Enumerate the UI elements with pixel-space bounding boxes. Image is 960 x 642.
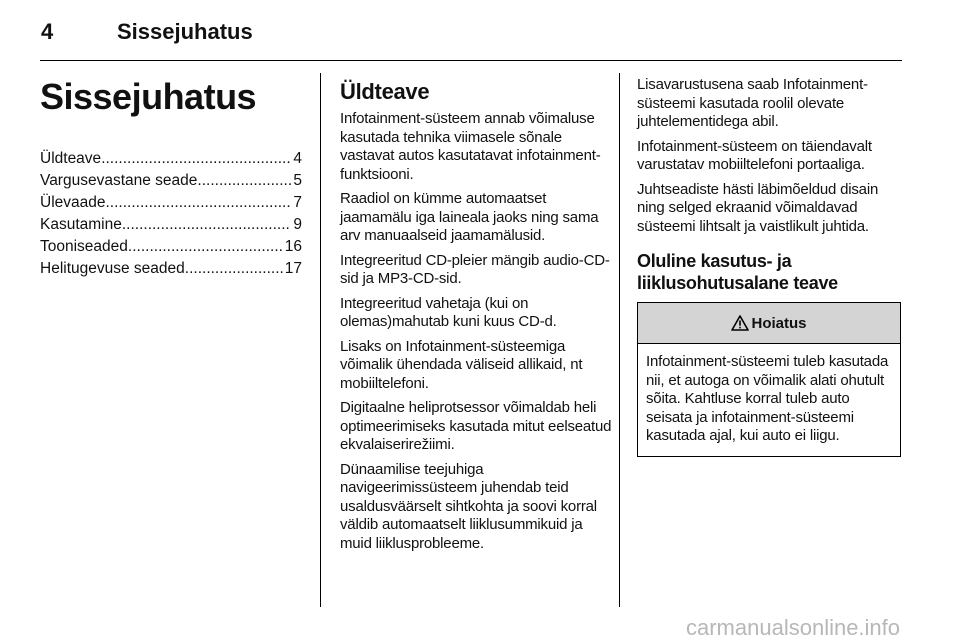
paragraph: Lisavarustusena saab Infotainment-süsteemi kasutada roolil olevate juhtelementidega abil. (637, 76, 868, 130)
paragraph: Infotainment-süsteem on täiendavalt varustatav mobiiltelefoni portaaliga. (637, 137, 872, 173)
toc-item-kasutamine[interactable] (40, 214, 302, 236)
column-middle (340, 78, 612, 559)
running-title: Sissejuhatus (117, 19, 253, 44)
toc-item-page: 17 (284, 260, 302, 277)
toc-item-label: Ülevaade (40, 194, 106, 211)
section-heading-safety: Oluline kasutus- ja liiklusohutusalane teave (637, 251, 838, 293)
warning-label: Hoiatus (751, 314, 807, 332)
column-divider-2 (619, 73, 620, 607)
paragraph: Dünaamilise teejuhiga navigeerimissüsteem juhendab teid usaldusväärselt sihtkohta ja soovi korral väldib automaatselt liiklusummikuid ja muid liiklusprobleeme. (340, 460, 597, 552)
column-right (637, 76, 903, 457)
toc-item-label: Helitugevuse seaded (40, 260, 185, 277)
toc-item-page: 4 (293, 150, 302, 167)
paragraph: Integreeritud CD-pleier mängib audio-CD-sid ja MP3-CD-sid. (340, 251, 610, 287)
toc-item-label: Kasutamine (40, 216, 122, 233)
toc-item-uldteave[interactable] (40, 148, 302, 170)
toc-item-page: 7 (293, 194, 302, 211)
page-number: 4 (41, 19, 54, 44)
section-heading-uldteave: Üldteave (340, 79, 430, 104)
toc-item-page: 5 (293, 172, 302, 189)
toc-item-label: Üldteave (40, 150, 102, 167)
paragraph: Lisaks on Infotainment-süsteemiga võimalik ühendada väliseid allikaid, nt mobiiltelefoni. (340, 337, 583, 392)
table-of-contents (40, 148, 302, 280)
toc-item-tooniseaded[interactable] (40, 236, 302, 258)
warning-triangle-icon (731, 315, 749, 331)
paragraph: Juhtseadiste hästi läbimõeldud disain ning selged ekraanid võimaldavad süsteemi lihtsalt ja vaistlikult juhtida. (637, 180, 879, 235)
chapter-title: Sissejuhatus (40, 76, 257, 117)
paragraph: Digitaalne heliprotsessor võimaldab heli optimeerimiseks kasutada mitut eelseatud ekvalaiserirežiimi. (340, 399, 612, 453)
toc-item-label: Tooniseaded (40, 238, 128, 255)
toc-item-ulevaade[interactable] (40, 192, 302, 214)
warning-box (637, 302, 901, 457)
watermark: carmanualsonline.info (686, 615, 901, 640)
toc-item-helitugevuse-seaded[interactable] (40, 258, 302, 280)
toc-item-vargusevastane-seade[interactable] (40, 170, 302, 192)
toc-item-label: Vargusevastane seade (40, 172, 198, 189)
toc-item-page: 9 (293, 216, 302, 233)
warning-text: Infotainment-süsteemi tuleb kasutada nii, et autoga on võimalik alati ohutult sõita. Kahtluse korral tuleb auto seisata ja infotainment-süsteemi kasutada ajal, kui auto ei liigu. (646, 353, 889, 444)
paragraph: Integreeritud vahetaja (kui on olemas)mahutab kuni kuus CD-d. (340, 294, 557, 330)
toc-item-page: 16 (284, 238, 302, 255)
warning-header (638, 303, 900, 344)
paragraph: Raadiol on kümme automaatset jaamamälu iga laineala jaoks ning sama arv manuaalseid jaamamälusid. (340, 190, 599, 244)
column-divider-1 (320, 73, 321, 607)
header-divider (40, 60, 902, 61)
paragraph: Infotainment-süsteem annab võimaluse kasutada tehnika viimasele sõnale vastavat autos kasutatavat infotainment-funktsiooni. (340, 110, 601, 183)
